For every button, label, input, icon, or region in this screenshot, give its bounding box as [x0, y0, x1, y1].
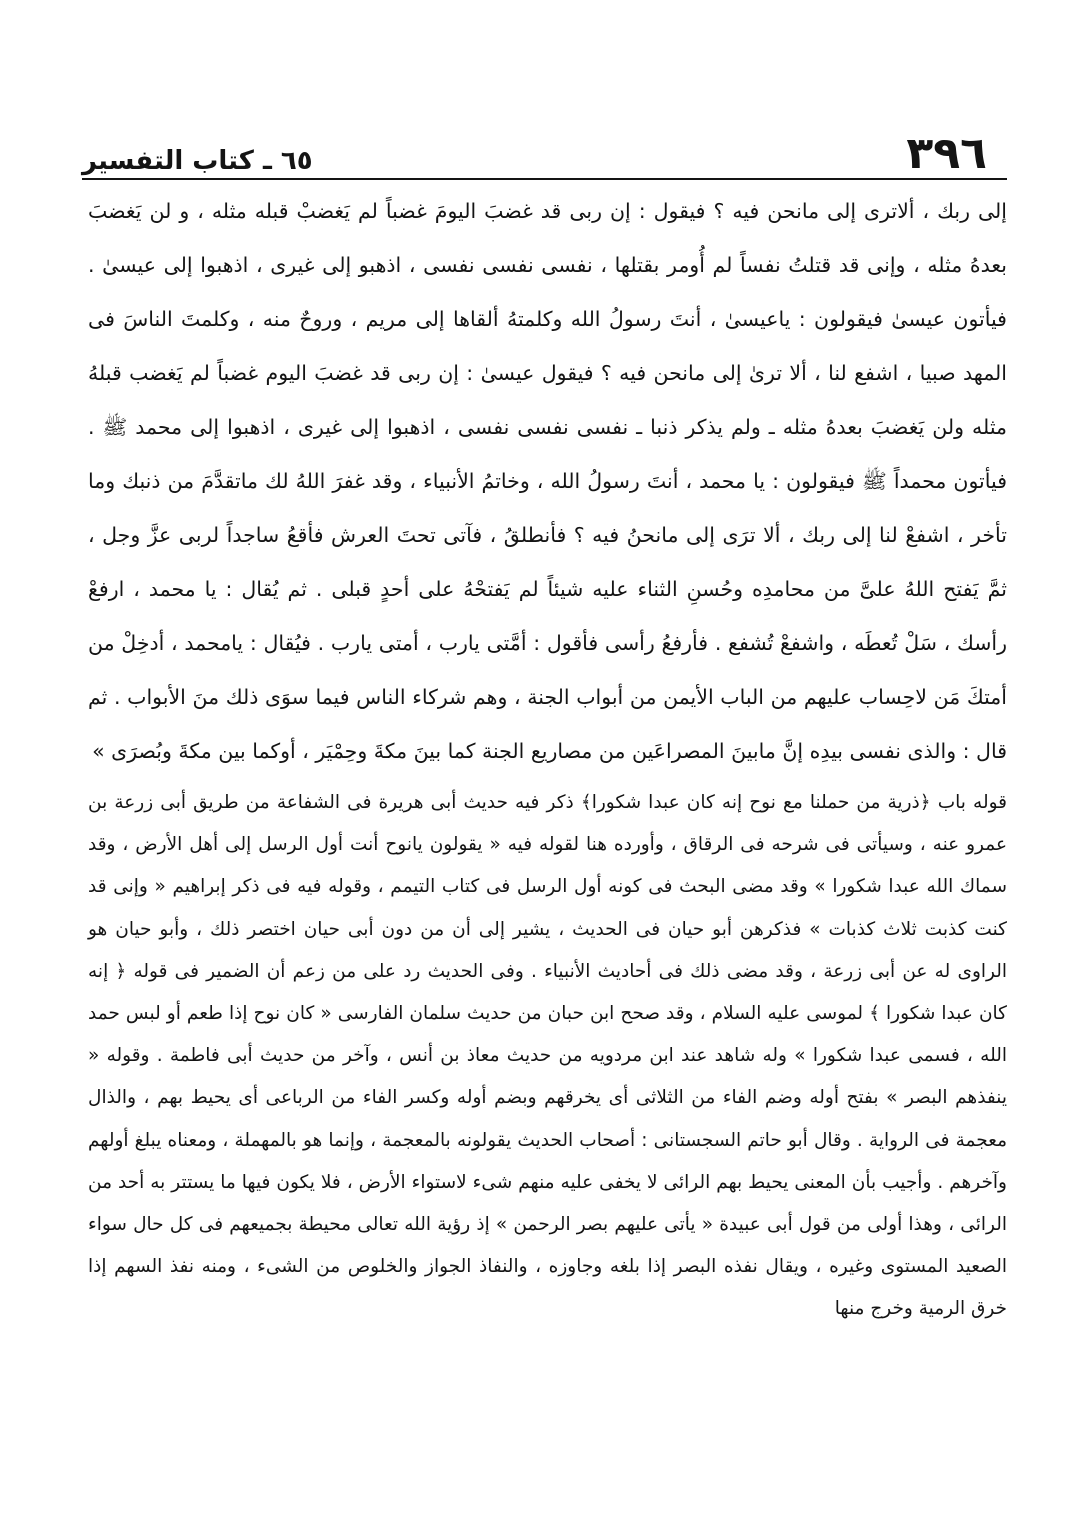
- commentary-text: قوله باب ﴿ذرية من حملنا مع نوح إنه كان عبدا شكورا﴾ ذكر فيه حديث أبى هريرة فى الشفاعة من طريق أبى زرعة بن عمرو عنه ، وسيأتى فى شرحه فى الرقاق ، وأورده هنا لقوله فيه « يقولون يانوح أنت أول الرسل إلى أهل الأرض ، وقد سماك الله عبدا شكورا » وقد مضى البحث فى كونه أول الرسل فى كتاب التيمم ، وقوله فيه فى ذكر إبراهيم « وإنى قد كنت كذبت ثلاث كذبات » فذكرهن أبو حيان فى الحديث ، يشير إلى أن من دون أبى حيان اختصر ذلك ، وأبو حيان هو الراوى له عن أبى زرعة ، وقد مضى ذلك فى أحاديث الأنبياء . وفى الحديث رد على من زعم أن الضمير فى قوله ﴿ إنه كان عبدا شكورا ﴾ لموسى عليه السلام ، وقد صحح ابن حبان من حديث سلمان الفارسى « كان نوح إذا طعم أو لبس حمد الله ، فسمى عبدا شكورا » وله شاهد عند ابن مردويه من حديث معاذ بن أنس ، وآخر من حديث أبى فاطمة . وقوله « ينفذهم البصر » بفتح أوله وضم الفاء من الثلاثى أى يخرقهم وبضم أوله وكسر الفاء من الرباعى أى يحيط بهم ، والذال معجمة فى الرواية . وقال أبو حاتم السجستانى : أصحاب الحديث يقولونه بالمعجمة ، وإنما هو بالمهملة ، ومعناه يبلغ أولهم وآخرهم . وأجيب بأن المعنى يحيط بهم الرائى لا يخفى عليه منهم شىء لاستواء الأرض ، فلا يكون فيها ما يستتر به أحد من الرائى ، وهذا أولى من قول أبى عبيدة « يأتى عليهم بصر الرحمن » إذ رؤية الله تعالى محيطة بجميعهم فى كل حال سواء الصعيد المستوى وغيره ، ويقال نفذه البصر إذا بلغه وجاوزه ، والنفاذ الجواز والخلوص من الشىء ، ومنه نفذ السهم إذا خرق الرمية وخرج منها: [88, 792, 1007, 1320]
- page-header: [82, 128, 987, 179]
- header-divider: [82, 178, 1007, 180]
- hadith-text: إلى ربك ، ألاترى إلى مانحن فيه ؟ فيقول : إن ربى قد غضبَ اليومَ غضباً لم يَغضبْ قبله مثله ، و لن يَغضبَ بعدهُ مثله ، وإنى قد قتلتُ نفساً لم أُومر بقتلها ، نفسى نفسى نفسى ، اذهبو إلى غيرى ، اذهبوا إلى عيسىٰ . فيأتون عيسىٰ فيقولون : ياعيسىٰ ، أنتَ رسولُ الله وكلمتهُ ألقاها إلى مريم ، وروحٌ منه ، وكلمتَ الناسَ فى المهد صبيا ، اشفع لنا ، ألا ترىٰ إلى مانحن فيه ؟ فيقول عيسىٰ : إن ربى قد غضبَ اليوم غضباً لم يَغضب قبلهُ مثله ولن يَغضبَ بعدهُ مثله ـ ولم يذكر ذنبا ـ نفسى نفسى نفسى ، اذهبوا إلى غيرى ، اذهبوا إلى محمد ﷺ . فيأتون محمداً ﷺ فيقولون : يا محمد ، أنتَ رسولُ الله ، وخاتمُ الأنبياء ، وقد غفرَ اللهُ لك ماتقدَّمَ من ذنبك وما تأخر ، اشفعْ لنا إلى ربك ، ألا ترَى إلى مانحنُ فيه ؟ فأنطلقُ ، فآتى تحتَ العرش فأقعُ ساجداً لربى عزَّ وجل ، ثمَّ يَفتح اللهُ علىَّ من محامدِه وحُسنِ الثناء عليه شيئاً لم يَفتحْهُ على أحدٍ قبلى . ثم يُقال : يا محمد ، ارفعْ رأسك ، سَلْ تُعطَه ، واشفعْ تُشفع . فأرفعُ رأسى فأقول : أمَّتى يارب ، أمتى يارب . فيُقال : يامحمد ، أدخِلْ من أمتكَ مَن لاحِساب عليهم من الباب الأيمن من أبواب الجنة ، وهم شركاء الناس فيما سوَى ذلك منَ الأبواب . ثم قال : والذى نفسى بيدِه إنَّ مابينَ المصراعَين من مصاريع الجنة كما بينَ مكةَ وحِمْيَر ، أوكما بين مكةَ وبُصرَى »: [88, 199, 1007, 763]
- chapter-title: ٦٥ ـ كتاب التفسير: [82, 146, 313, 176]
- page-number: ٣٩٦: [906, 128, 987, 179]
